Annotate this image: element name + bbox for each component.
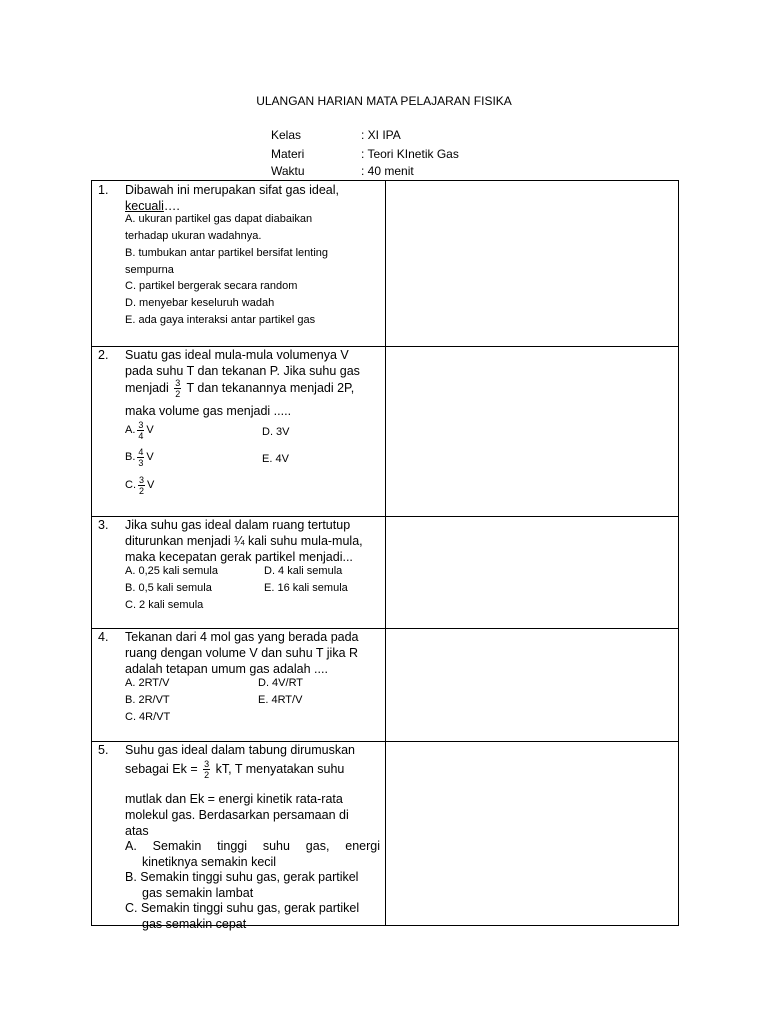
option-line: A. ukuran partikel gas dapat diabaikan [125,213,313,225]
answer-cell[interactable] [386,517,678,628]
question-table [91,180,679,931]
question-stem: mutlak dan Ek = energi kinetik rata-rata molekul gas. Berdasarkan persamaan di atas [125,792,349,838]
question-stem [125,347,380,379]
question-1 [92,181,385,346]
question-number: 4. [98,630,109,644]
option-line: B. tumbukan antar partikel bersifat lenting [125,247,329,259]
answer-cell[interactable] [386,629,678,741]
info-value-class: : XI IPA [361,128,401,142]
option-line: E. ada gaya interaksi antar partikel gas [125,314,316,326]
option-line: D. menyebar keseluruh wadah [125,297,275,309]
option-d: D. 3V [262,426,290,438]
option-a: A. 0,25 kali semula [125,565,218,577]
option-line: sempurna [125,264,174,276]
fraction: $\frac{3}{2}$ [204,759,210,781]
option-e: E. 16 kali semula [264,582,348,594]
question-number: 1. [98,183,109,197]
info-key-time: Waktu [271,164,305,178]
info-key-class: Kelas [271,128,302,142]
option-line: terhadap ukuran wadahnya. [125,230,262,242]
question-4 [92,628,385,741]
page-title: ULANGAN HARIAN MATA PELAJARAN FISIKA [256,94,512,108]
option-a: A. Semakin tinggi suhu gas, energi kinetiknya semakin kecil [125,839,380,869]
option-d: D. 4V/RT [258,677,304,689]
stem-line-with-fraction: menjadi $\frac{3}{2}$ T dan tekanannya menjadi 2P, [125,378,355,400]
option-b: B. $\frac{4}{3}$ V [125,446,154,468]
question-stem [125,182,380,214]
option-c: C. $\frac{3}{2}$ V [125,474,155,496]
option-line: C. partikel bergerak secara random [125,280,298,292]
option-b: B. 0,5 kali semula [125,582,212,594]
question-2 [92,346,385,516]
option-b: B. Semakin tinggi suhu gas, gerak partikel gas semakin lambat [125,870,359,900]
question-number: 3. [98,518,109,532]
option-a: A. $\frac{3}{4}$ V [125,419,154,441]
stem-line: Suhu gas ideal dalam tabung dirumuskan [125,743,356,757]
option-a: A. 2RT/V [125,677,170,689]
option-b: B. 2R/VT [125,694,170,706]
option-e: E. 4RT/V [258,694,303,706]
option-e: E. 4V [262,453,289,465]
stem-line-with-fraction: sebagai Ek = $\frac{3}{2}$ kT, T menyatakan suhu [125,759,345,781]
question-3 [92,516,385,628]
question-number: 5. [98,743,109,757]
info-value-topic: : Teori KInetik Gas [361,147,459,161]
stem-ellipsis: …. [163,199,180,213]
stem-line: pada suhu T dan tekanan P. Jika suhu gas [125,364,360,378]
option-d: D. 4 kali semula [264,565,343,577]
info-value-time: : 40 menit [361,164,414,178]
question-stem: Jika suhu gas ideal dalam ruang tertutup diturunkan menjadi ¼ kali suhu mula-mula, maka kecepatan gerak partikel menjadi... [125,518,363,564]
info-key-topic: Materi [271,147,305,161]
answer-cell[interactable] [386,347,678,516]
fraction: $\frac{3}{2}$ [175,378,181,400]
question-number: 2. [98,348,109,362]
stem-text: Dibawah ini merupakan sifat gas ideal, [125,183,340,197]
option-c: C. Semakin tinggi suhu gas, gerak partikel gas semakin cepat [125,901,360,931]
stem-line: maka volume gas menjadi ..... [125,404,292,418]
option-c: C. 4R/VT [125,711,171,723]
stem-line: Suatu gas ideal mula-mula volumenya V [125,348,349,362]
question-5 [92,741,385,931]
answer-cell[interactable] [386,742,678,925]
option-c: C. 2 kali semula [125,599,204,611]
answer-cell[interactable] [386,181,678,346]
question-stem: Tekanan dari 4 mol gas yang berada pada ruang dengan volume V dan suhu T jika R adalah tetapan umum gas adalah .... [125,630,359,676]
stem-emphasis: kecuali [125,199,164,213]
